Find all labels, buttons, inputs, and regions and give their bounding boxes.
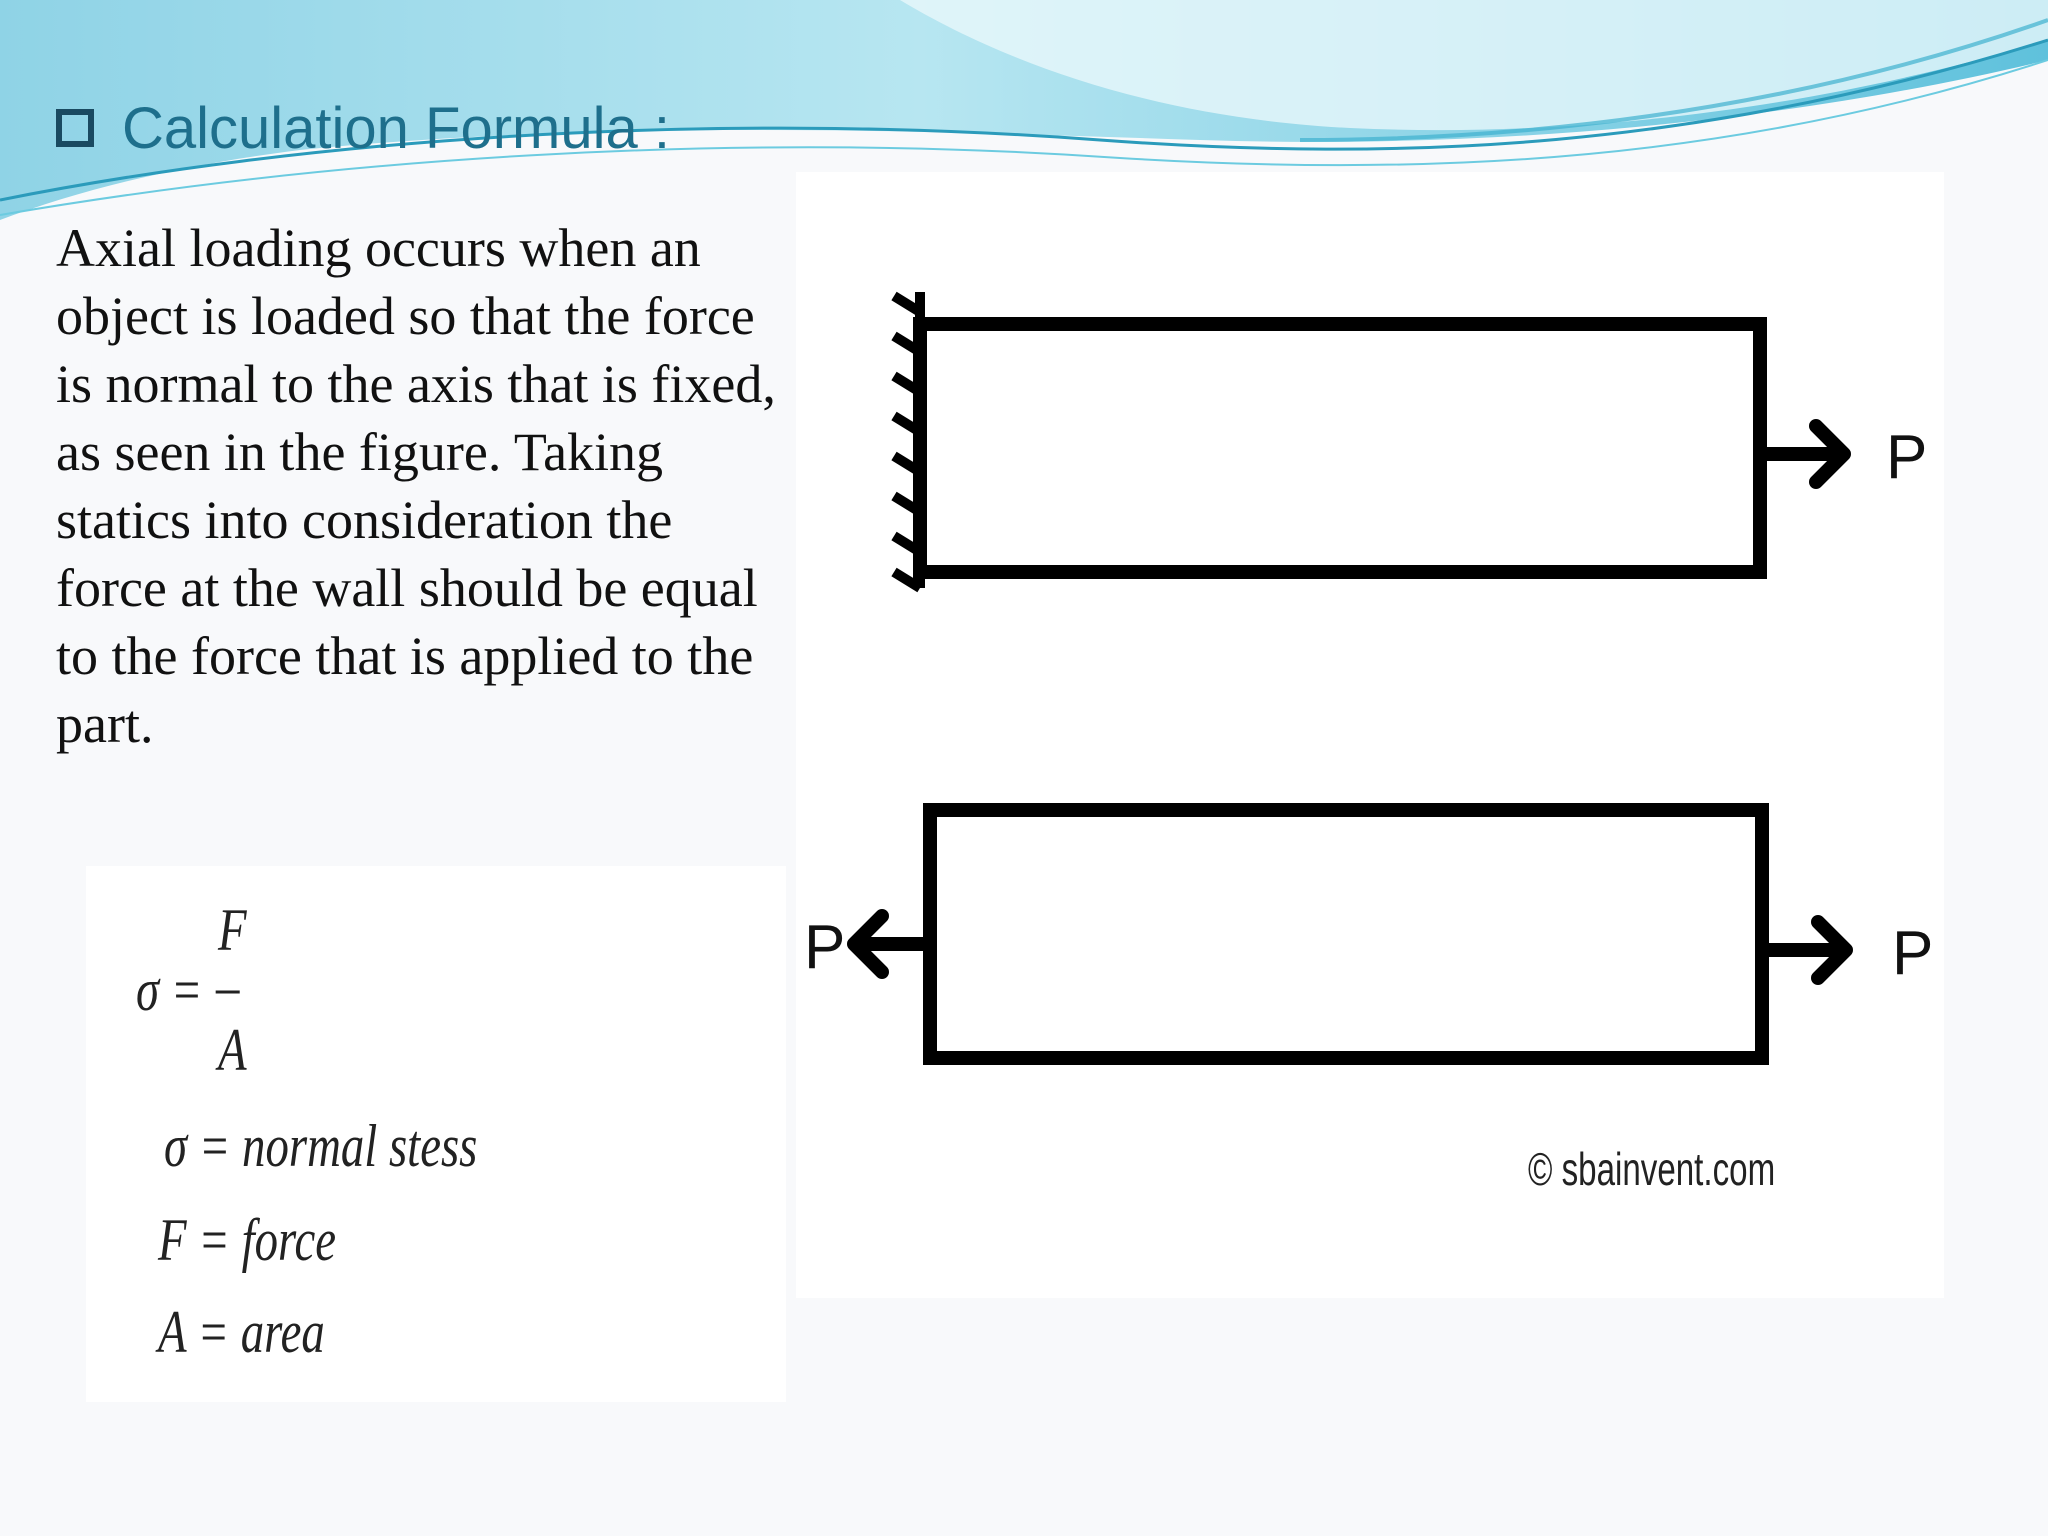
wall-hatch-icon bbox=[894, 292, 920, 588]
bottom-left-force-label: P bbox=[804, 913, 846, 982]
top-right-arrow-icon bbox=[1760, 426, 1844, 482]
slide-title-text: Calculation Formula : bbox=[122, 95, 670, 161]
top-force-label: P bbox=[1886, 423, 1928, 492]
bottom-right-arrow-icon bbox=[1762, 922, 1846, 978]
formula-sigma-equals: σ = bbox=[136, 957, 203, 1023]
bottom-bar bbox=[930, 810, 1762, 1058]
slide-title bbox=[56, 88, 670, 168]
definition-normal-stress: σ = normal stess bbox=[164, 1113, 478, 1179]
definition-force: F = force bbox=[158, 1207, 336, 1273]
formula-denominator: A bbox=[218, 1017, 247, 1083]
formula-fraction-bar: – bbox=[216, 953, 240, 1019]
bottom-right-force-label: P bbox=[1892, 919, 1934, 988]
bottom-left-arrow-icon bbox=[854, 916, 930, 972]
definition-area: A = area bbox=[158, 1299, 325, 1365]
axial-loading-figure bbox=[796, 172, 1944, 1298]
formula-numerator: F bbox=[218, 897, 247, 963]
formula-image bbox=[86, 866, 786, 1402]
image-credit: © sbainvent.com bbox=[1528, 1143, 1776, 1195]
checkbox-bullet-icon bbox=[56, 109, 94, 147]
body-paragraph: Axial loading occurs when an object is loaded so that the force is normal to the axis that is fixed, as seen in the figure. Taking statics into consideration the force at the wall should be equal to the force that is applied to the part. bbox=[56, 218, 776, 754]
top-bar bbox=[920, 324, 1760, 572]
